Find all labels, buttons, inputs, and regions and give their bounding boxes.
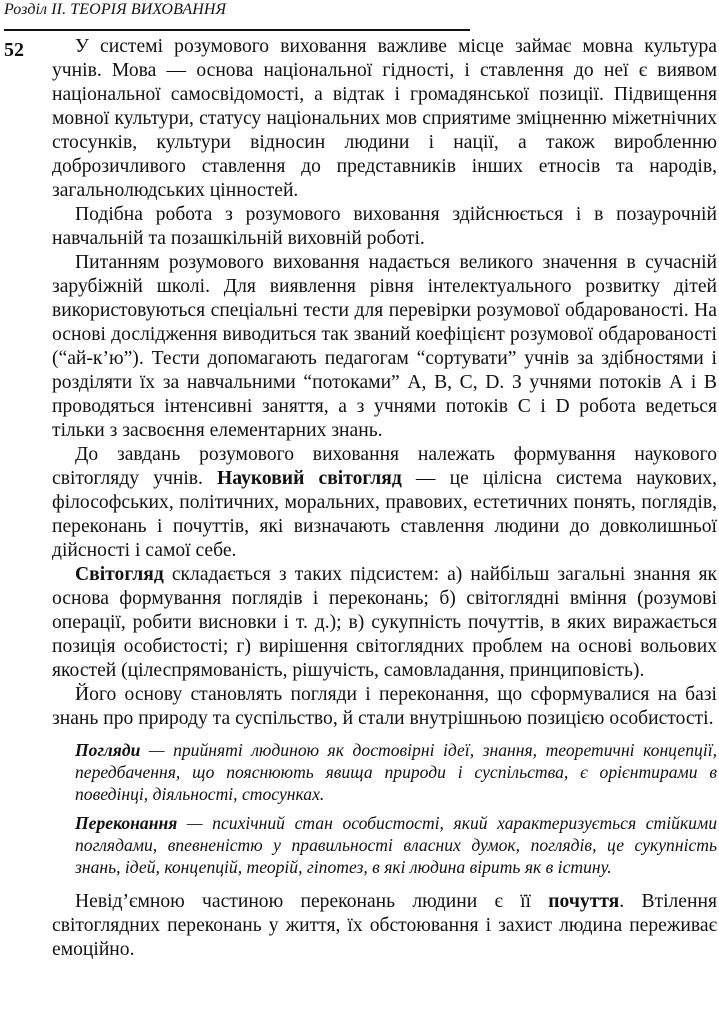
definition-text: — психічний стан особистості, який характеризується стійкими поглядами, впевненістю у правильності власних думок, поглядів, це сукупність знань, ідей, концепцій, теорій, гіпотез, в які людина вірить як в істину. <box>75 813 717 877</box>
paragraph-text: Подібна робота з розумового виховання здійснюється і в позаурочній навчальній та позашкільній виховній роботі. <box>52 204 717 249</box>
page-body <box>52 35 717 962</box>
running-header: Розділ ІІ. ТЕОРІЯ ВИХОВАННЯ <box>4 1 227 18</box>
page-number: 52 <box>4 39 24 61</box>
bold-term: Науковий світогляд <box>217 468 402 489</box>
paragraph-lead: До завдань розумового виховання належать формування наукового світогляду учнів. <box>52 444 717 489</box>
paragraph-text: — це цілісна система наукових, філософських, політичних, моральних, правових, естетичних понять, поглядів, переконань і почуттів, які визначають ставлення людини до довколишньої дійсності і самої себе. <box>52 468 717 561</box>
bold-term: почуття <box>548 891 620 912</box>
paragraph-foreign-school <box>52 251 717 443</box>
paragraph-language-culture <box>52 35 717 203</box>
definition-views <box>75 739 717 805</box>
paragraph-text: Його основу становлять погляди і переконання, що сформувалися на базі знань про природу та суспільство, й стали внутрішньою позицією особистості. <box>52 684 717 729</box>
paragraph-text: . Втілення світоглядних переконань у життя, їх обстоювання і захист людина переживає емоційно. <box>52 891 717 960</box>
paragraph-text: Питанням розумового виховання надається великого значення в сучасній зарубіжній школі. Для виявлення рівня інтелектуального розвитку дітей використовуються спеціальні тести для перевірки розумової обдарованості. На основі дослідження виводиться так званий коефіцієнт розумової обдарованості (“ай-к’ю”). Тести допомагають педагогам “сортувати” учнів за здібностями і розділяти їх за навчальними “потоками” А, В, С, D. З учнями потоків А і В проводяться інтенсивні заняття, а з учнями потоків С і D робота ведеться тільки з засвоєння елементарних знань. <box>52 252 717 441</box>
definitions-block <box>52 739 717 878</box>
definition-term: Переконання <box>75 813 178 833</box>
paragraph-text: У системі розумового виховання важливе місце займає мовна культура учнів. Мова — основа національної гідності, і ставлення до неї є виявом національної самосвідомості, а відтак і громадянської позиції. Підвищення мовної культури, статусу національних мов сприятиме зміцненню міжетнічних стосунків, культури відносин людини і нації, а також виробленню доброзичливого ставлення до представників інших етносів та народів, загальнолюдських цінностей. <box>52 36 717 201</box>
header-rule <box>4 29 470 31</box>
paragraph-worldview-subsystems <box>52 563 717 683</box>
paragraph-lead: Невід’ємною частиною переконань людини є її <box>75 891 549 912</box>
paragraph-extracurricular <box>52 203 717 251</box>
definition-convictions <box>75 812 717 878</box>
definition-text: — прийняті людиною як достовірні ідеї, знання, теоретичні концепції, передбачення, що пояснюють явища природи і суспільства, є орієнтирами в поведінці, діяльності, стосунках. <box>75 740 717 804</box>
definition-term: Погляди <box>75 740 141 760</box>
paragraph-worldview-basis <box>52 683 717 731</box>
bold-term: Світогляд <box>75 564 164 585</box>
paragraph-feelings <box>52 890 717 962</box>
paragraph-text: складається з таких підсистем: а) найбільш загальні знання як основа формування поглядів і переконань; б) світоглядні вміння (розумові операції, робити висновки і т. д.); в) сукупність почуттів, в яких виражається позиція особистості; г) вирішення світоглядних проблем на основі вольових якостей (цілеспрямованість, рішучість, самовладання, принциповість). <box>52 564 717 681</box>
paragraph-scientific-worldview <box>52 443 717 563</box>
